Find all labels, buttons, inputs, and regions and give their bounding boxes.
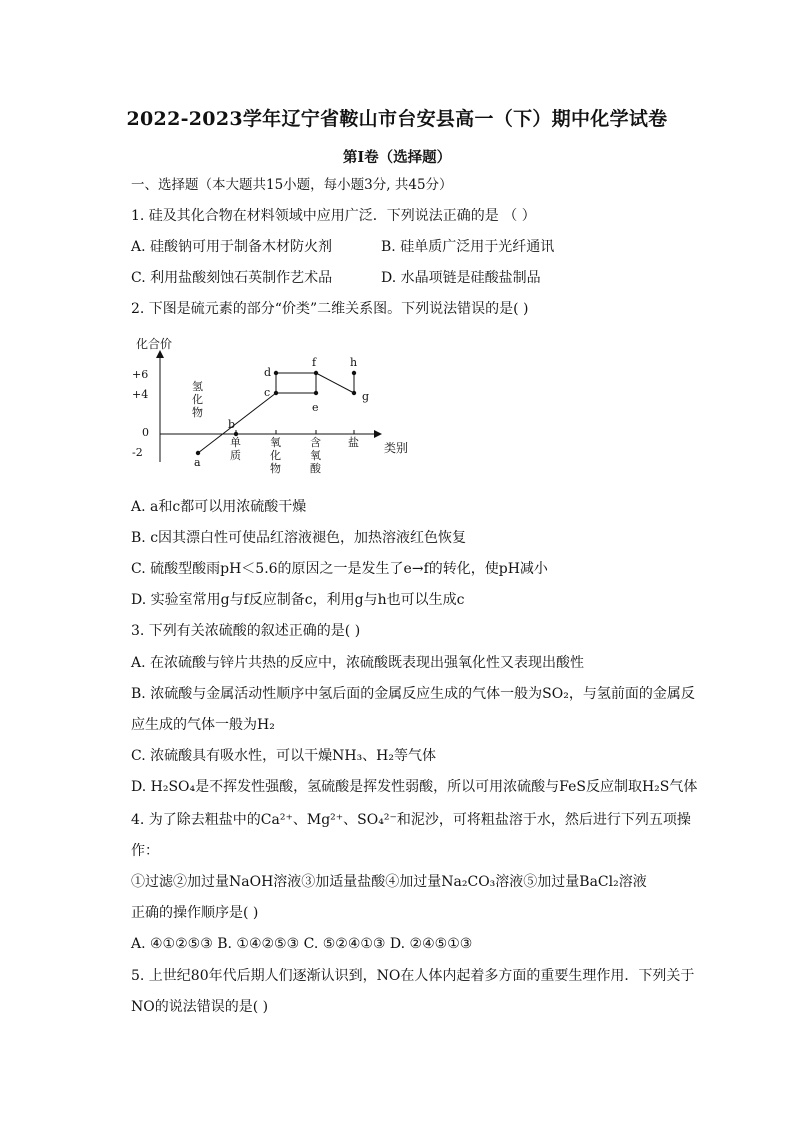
- q3-option-d: D. H₂SO₄是不挥发性强酸，氢硫酸是挥发性弱酸，所以可用浓硫酸与FeS反应制取H₂S气体: [131, 779, 698, 795]
- category-oxide: 氧化物: [270, 436, 281, 475]
- q4-stem-line1: 4. 为了除去粗盐中的Ca²⁺、Mg²⁺、SO₄²⁻和泥沙，可将粗盐溶于水，然后进行下列五项操: [131, 812, 691, 828]
- q4-options: A. ④①②⑤③ B. ①④②⑤③ C. ⑤②④①③ D. ②④⑤①③: [131, 936, 473, 952]
- q4-ask: 正确的操作顺序是( ): [131, 905, 259, 921]
- q3-option-b-line1: B. 浓硫酸与金属活动性顺序中氢后面的金属反应生成的气体一般为SO₂，与氢前面的金属反: [131, 686, 695, 702]
- q2-option-a: A. a和c都可以用浓硫酸干燥: [131, 499, 307, 515]
- page-title: 2022-2023学年辽宁省鞍山市台安县高一（下）期中化学试卷: [126, 108, 668, 130]
- q2-option-d: D. 实验室常用g与f反应制备c，利用g与h也可以生成c: [131, 592, 465, 608]
- category-element: 单质: [230, 436, 241, 462]
- q1-option-b: B. 硅单质广泛用于光纤通讯: [381, 239, 555, 255]
- q1-option-a: A. 硅酸钠可用于制备木材防火剂: [131, 239, 333, 255]
- label-a: a: [194, 456, 201, 469]
- q1-option-d: D. 水晶项链是硅酸盐制品: [381, 270, 541, 286]
- category-hydride: 氢化物: [192, 380, 203, 419]
- q2-stem: 2. 下图是硫元素的部分“价类”二维关系图。下列说法错误的是( ): [131, 301, 529, 317]
- y-tick--2: -2: [132, 446, 143, 459]
- q4-stem-line2: 作：: [131, 843, 159, 859]
- q3-option-b-line2: 应生成的气体一般为H₂: [131, 717, 275, 733]
- point-e: [314, 391, 318, 395]
- point-b: [234, 432, 238, 436]
- label-c: c: [264, 386, 271, 399]
- label-e: e: [312, 401, 319, 414]
- y-tick-0: 0: [142, 426, 149, 439]
- point-g: [352, 391, 356, 395]
- label-h: h: [350, 356, 358, 369]
- section-heading: 一、选择题（本大题共15小题，每小题3分, 共45分）: [131, 177, 453, 193]
- category-oxyacid: 含氧酸: [310, 436, 321, 475]
- line-f-g: [316, 373, 354, 393]
- q3-option-c: C. 浓硫酸具有吸水性，可以干燥NH₃、H₂等气体: [131, 748, 437, 764]
- label-b: b: [228, 418, 236, 431]
- point-a: [196, 451, 200, 455]
- point-h: [352, 371, 356, 375]
- q4-operations: ①过滤②加过量NaOH溶液③加适量盐酸④加过量Na₂CO₃溶液⑤加过量BaCl₂溶液: [131, 874, 647, 890]
- q1-stem: 1. 硅及其化合物在材料领域中应用广泛．下列说法正确的是 （ ）: [131, 208, 536, 224]
- y-axis-label: 化合价: [136, 337, 173, 351]
- label-d: d: [264, 366, 272, 379]
- q3-option-a: A. 在浓硫酸与锌片共热的反应中，浓硫酸既表现出强氧化性又表现出酸性: [131, 655, 585, 671]
- y-tick-+4: +4: [132, 388, 149, 401]
- q1-option-c: C. 利用盐酸刻蚀石英制作艺术品: [131, 270, 333, 286]
- x-axis-label: 类别: [384, 441, 409, 455]
- q5-stem-line1: 5. 上世纪80年代后期人们逐渐认识到，NO在人体内起着多方面的重要生理作用．下列关于: [131, 968, 695, 984]
- q2-option-c: C. 硫酸型酸雨pH＜5.6的原因之一是发生了e→f的转化，使pH减小: [131, 561, 548, 577]
- q2-option-b: B. c因其漂白性可使品红溶液褪色，加热溶液红色恢复: [131, 530, 467, 546]
- label-f: f: [312, 356, 317, 369]
- point-c: [274, 391, 278, 395]
- label-g: g: [362, 390, 370, 403]
- point-d: [274, 371, 278, 375]
- x-axis-arrow: [374, 430, 382, 438]
- q3-stem: 3. 下列有关浓硫酸的叙述正确的是( ): [131, 623, 361, 639]
- valence-class-diagram: [128, 332, 418, 484]
- q5-stem-line2: NO的说法错误的是( ): [131, 999, 269, 1015]
- category-salt: 盐: [348, 436, 359, 449]
- part-heading: 第I卷（选择题）: [342, 149, 452, 166]
- y-axis-arrow: [156, 350, 164, 358]
- point-f: [314, 371, 318, 375]
- y-tick-+6: +6: [132, 368, 149, 381]
